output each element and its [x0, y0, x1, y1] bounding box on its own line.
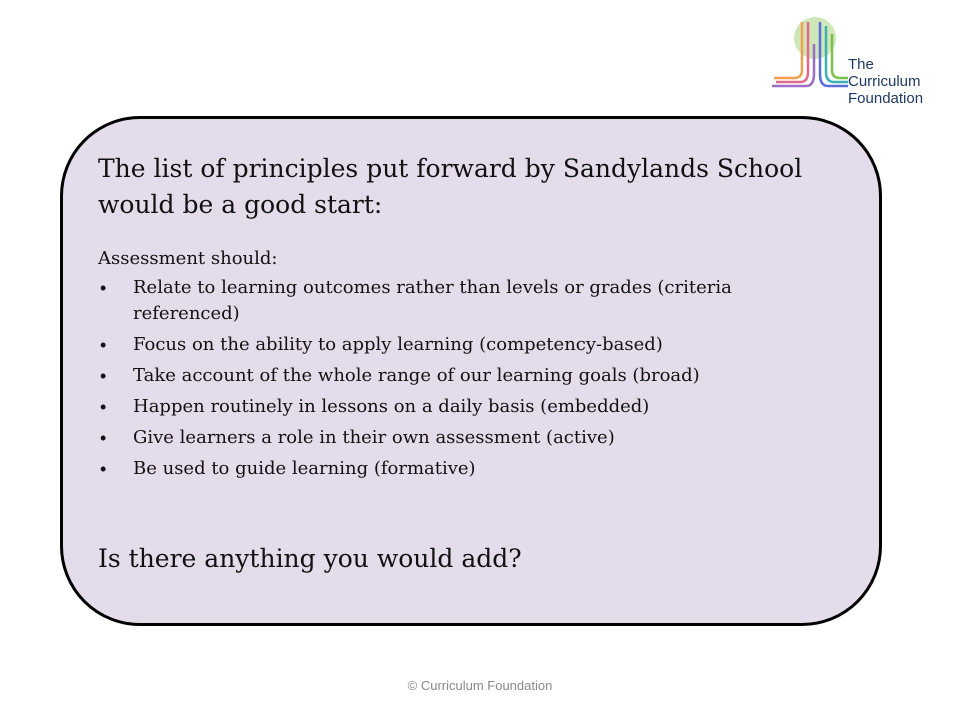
logo-line-2: Foundation [848, 90, 924, 107]
footer-copyright: © Curriculum Foundation [407, 678, 553, 693]
curriculum-foundation-logo [770, 14, 950, 107]
list-item: • Take account of the whole range of our learning goals (broad) [98, 363, 818, 389]
logo-wordmark [848, 56, 950, 107]
list-item: • Give learners a role in their own assessment (active) [98, 425, 818, 451]
list-item: • Happen routinely in lessons on a daily basis (embedded) [98, 394, 818, 420]
tree-logo-icon [770, 14, 850, 100]
closing-question: Is there anything you would add? [98, 544, 522, 573]
card-heading: The list of principles put forward by Sandylands School would be a good start: [98, 154, 803, 219]
principles-list [98, 275, 818, 487]
principles-card [60, 116, 882, 626]
logo-line-1: The Curriculum [848, 56, 921, 90]
list-item: • Be used to guide learning (formative) [98, 456, 818, 482]
list-item: • Relate to learning outcomes rather than levels or grades (criteria referenced) [98, 275, 818, 327]
intro-text: Assessment should: [98, 248, 278, 269]
list-item: • Focus on the ability to apply learning (competency-based) [98, 332, 818, 358]
